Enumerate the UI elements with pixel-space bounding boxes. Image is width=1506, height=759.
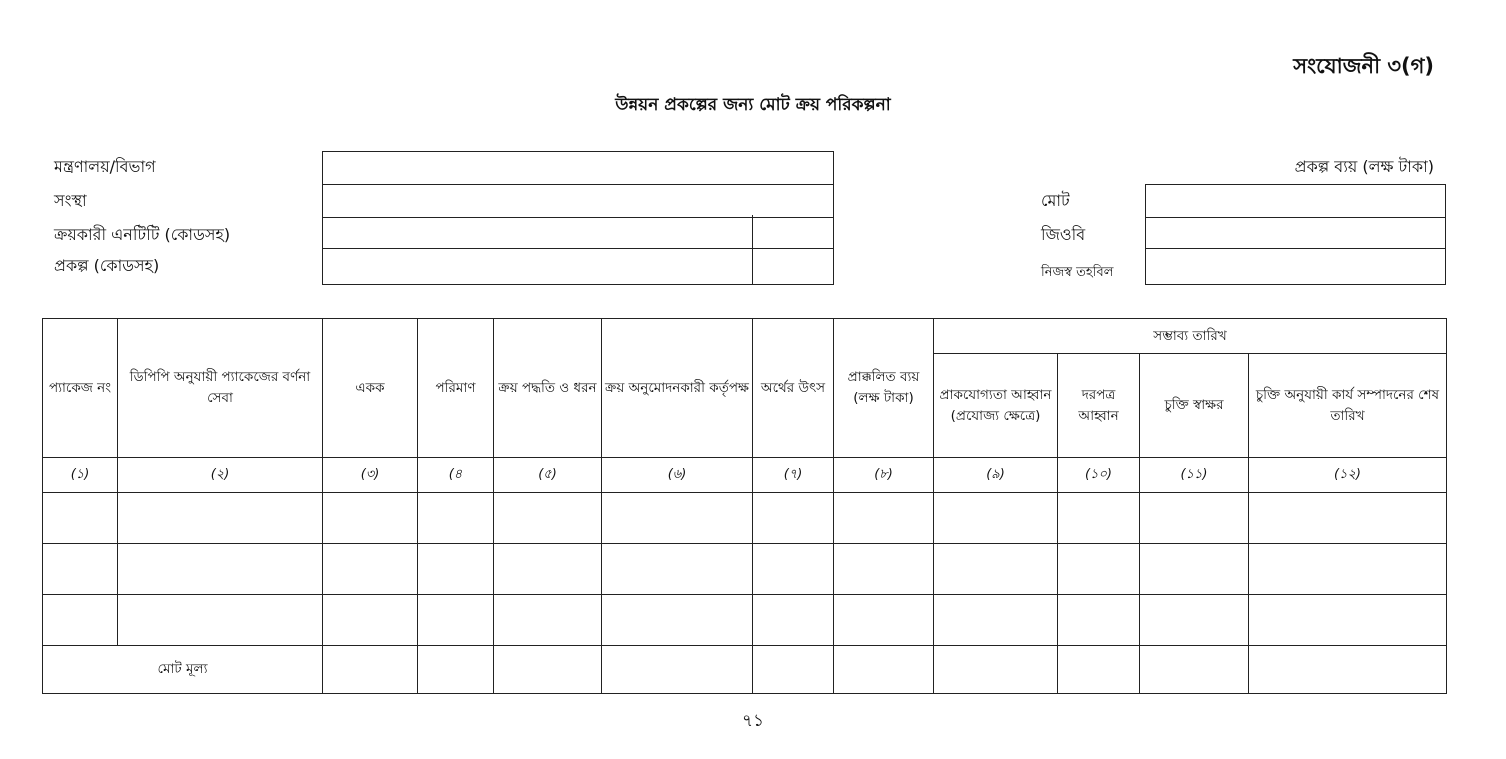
total-value-label: মোট মূল্য [43,646,323,694]
column-number: (৬) [602,458,753,493]
project-field[interactable] [323,249,752,284]
table-cell[interactable] [323,493,418,544]
table-cell[interactable] [1249,595,1447,646]
table-cell[interactable] [1058,493,1140,544]
table-row [43,493,1447,544]
column-number-row [43,458,1447,493]
column-number: (১১) [1140,458,1249,493]
header-fund-source: অর্থের উৎস [753,319,834,458]
table-cell[interactable] [118,493,323,544]
column-number: (৭) [753,458,834,493]
page-number: ৭১ [741,711,765,731]
ministry-field[interactable] [323,152,833,184]
column-number: (১০) [1058,458,1140,493]
table-cell[interactable] [934,595,1058,646]
table-cell[interactable] [934,544,1058,595]
table-cell[interactable] [494,646,602,694]
total-row [43,646,1447,694]
project-label: প্রকল্প (কোডসহ) [54,256,160,275]
own-fund-label: নিজস্ব তহবিল [1041,265,1114,280]
procuring-entity-code-field[interactable] [753,218,833,248]
table-cell[interactable] [834,493,934,544]
total-cost-label: মোট [1041,191,1070,210]
header-approving-authority: ক্রয় অনুমোদনকারী কর্তৃপক্ষ [602,319,753,458]
appendix-label: সংযোজনী ৩(গ) [1293,54,1434,78]
table-cell[interactable] [934,493,1058,544]
own-fund-field[interactable] [1146,249,1445,284]
table-cell[interactable] [43,544,118,595]
column-number: (৪ [418,458,494,493]
project-code-field[interactable] [753,249,833,284]
header-procurement-method: ক্রয় পদ্ধতি ও ধরন [494,319,602,458]
gob-label: জিওবি [1041,225,1086,244]
header-prequalification: প্রাকযোগ্যতা আহ্বান (প্রযোজ্য ক্ষেত্রে) [934,354,1058,458]
table-cell[interactable] [1249,646,1447,694]
total-cost-field[interactable] [1146,185,1445,217]
table-cell[interactable] [1058,595,1140,646]
table-cell[interactable] [753,595,834,646]
procuring-entity-field[interactable] [323,218,752,248]
header-probable-dates: সম্ভাব্য তারিখ [934,319,1447,354]
table-cell[interactable] [494,595,602,646]
table-cell[interactable] [494,493,602,544]
table-cell[interactable] [1140,595,1249,646]
table-cell[interactable] [494,544,602,595]
column-number: (৩) [323,458,418,493]
column-number: (১) [43,458,118,493]
header-completion-date: চুক্তি অনুযায়ী কার্য সম্পাদনের শেষ তারিখ [1249,354,1447,458]
column-number: (৮) [834,458,934,493]
table-cell[interactable] [602,544,753,595]
table-cell[interactable] [43,493,118,544]
page-title: উন্নয়ন প্রকল্পের জন্য মোট ক্রয় পরিকল্পনা [615,95,891,115]
header-unit: একক [323,319,418,458]
table-cell[interactable] [753,646,834,694]
table-cell[interactable] [418,595,494,646]
procurement-plan-table [42,318,1447,694]
header-estimated-cost: প্রাক্কলিত ব্যয় (লক্ষ টাকা) [834,319,934,458]
table-row [43,544,1447,595]
table-cell[interactable] [834,595,934,646]
column-number: (১২) [1249,458,1447,493]
table-cell[interactable] [1249,493,1447,544]
table-cell[interactable] [418,493,494,544]
gob-field[interactable] [1146,218,1445,248]
table-cell[interactable] [118,544,323,595]
table-cell[interactable] [1249,544,1447,595]
header-contract-signing: চুক্তি স্বাক্ষর [1140,354,1249,458]
table-cell[interactable] [418,646,494,694]
project-cost-heading: প্রকল্প ব্যয় (লক্ষ টাকা) [1294,157,1434,176]
table-cell[interactable] [753,544,834,595]
table-cell[interactable] [418,544,494,595]
header-tender-invitation: দরপত্র আহ্বান [1058,354,1140,458]
header-description: ডিপিপি অনুযায়ী প্যাকেজের বর্ণনা সেবা [118,319,323,458]
table-cell[interactable] [934,646,1058,694]
ministry-label: মন্ত্রণালয়/বিভাগ [54,157,156,176]
table-cell[interactable] [1140,544,1249,595]
table-cell[interactable] [834,544,934,595]
table-cell[interactable] [1058,544,1140,595]
table-cell[interactable] [323,646,418,694]
table-cell[interactable] [753,493,834,544]
header-quantity: পরিমাণ [418,319,494,458]
header-package-no: প্যাকেজ নং [43,319,118,458]
table-cell[interactable] [323,595,418,646]
procuring-entity-label: ক্রয়কারী এনটিটি (কোডসহ) [54,225,231,244]
table-cell[interactable] [118,595,323,646]
agency-field[interactable] [323,185,833,217]
table-cell[interactable] [602,493,753,544]
table-cell[interactable] [323,544,418,595]
table-cell[interactable] [602,646,753,694]
table-cell[interactable] [1140,493,1249,544]
table-cell[interactable] [834,646,934,694]
table-cell[interactable] [602,595,753,646]
table-cell[interactable] [1140,646,1249,694]
column-number: (২) [118,458,323,493]
column-number: (৯) [934,458,1058,493]
table-cell[interactable] [43,595,118,646]
column-number: (৫) [494,458,602,493]
table-row [43,595,1447,646]
agency-label: সংস্থা [54,191,87,210]
table-cell[interactable] [1058,646,1140,694]
